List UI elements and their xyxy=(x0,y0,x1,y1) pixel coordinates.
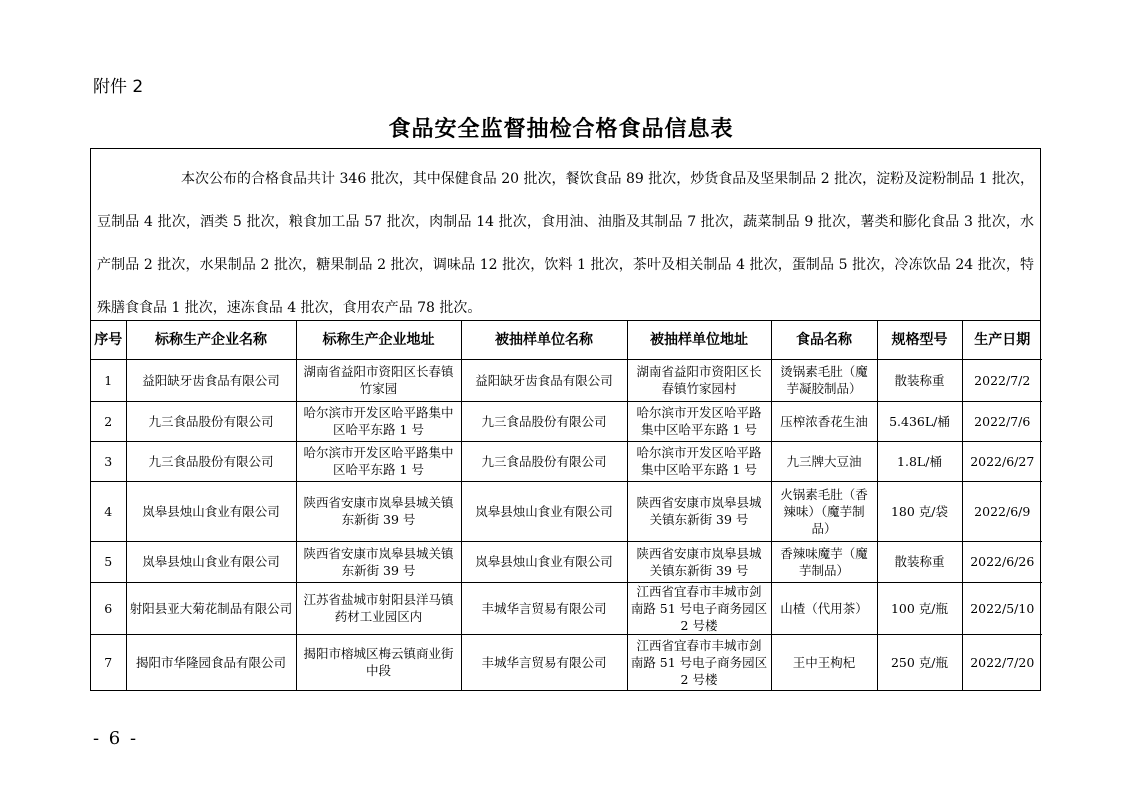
cell-production-date: 2022/7/2 xyxy=(962,359,1042,401)
summary-paragraph: 本次公布的合格食品共计 346 批次，其中保健食品 20 批次，餐饮食品 89 批次，炒货食品及坚果制品 2 批次，淀粉及淀粉制品 1 批次，豆制品 4 批次，酒类 5 批次，粮食加工品 57 批次，肉制品 14 批次，食用油、油脂及其制品 7 批次，蔬菜制品 9 批次，薯类和膨化食品 3 批次，水产制品 2 批次，水果制品 2 批次，糖果制品 2 批次，调味品 12 批次，饮料 1 批次，茶叶及相关制品 4 批次，蛋制品 5 批次，冷冻饮品 24 批次，特殊膳食食品 1 批次，速冻食品 4 批次，食用农产品 78 批次。 xyxy=(91,149,1040,321)
cell-manufacturer-name: 益阳缺牙齿食品有限公司 xyxy=(126,359,296,401)
info-table-frame xyxy=(90,148,1041,691)
cell-sampled-unit-address: 陕西省安康市岚皋县城关镇东新街 39 号 xyxy=(627,481,771,541)
header-manufacturer-address: 标称生产企业地址 xyxy=(296,321,461,359)
cell-index: 1 xyxy=(91,359,126,401)
cell-sampled-unit-address: 江西省宜春市丰城市剑南路 51 号电子商务园区 2 号楼 xyxy=(627,582,771,634)
cell-production-date: 2022/7/20 xyxy=(962,634,1042,690)
cell-manufacturer-name: 射阳县亚大菊花制品有限公司 xyxy=(126,582,296,634)
cell-production-date: 2022/6/26 xyxy=(962,541,1042,582)
cell-sampled-unit-name: 益阳缺牙齿食品有限公司 xyxy=(461,359,627,401)
cell-food-name: 压榨浓香花生油 xyxy=(771,401,877,441)
cell-sampled-unit-name: 九三食品股份有限公司 xyxy=(461,401,627,441)
cell-manufacturer-address: 哈尔滨市开发区哈平路集中区哈平东路 1 号 xyxy=(296,441,461,481)
cell-specification: 250 克/瓶 xyxy=(877,634,962,690)
cell-specification: 散装称重 xyxy=(877,359,962,401)
cell-food-name: 香辣味魔芋（魔芋制品） xyxy=(771,541,877,582)
cell-food-name: 火锅素毛肚（香辣味）（魔芋制品） xyxy=(771,481,877,541)
page-number: - 6 - xyxy=(93,728,139,749)
cell-index: 2 xyxy=(91,401,126,441)
header-sampled-unit-address: 被抽样单位地址 xyxy=(627,321,771,359)
cell-sampled-unit-address: 江西省宜春市丰城市剑南路 51 号电子商务园区 2 号楼 xyxy=(627,634,771,690)
cell-index: 3 xyxy=(91,441,126,481)
cell-sampled-unit-name: 丰城华言贸易有限公司 xyxy=(461,582,627,634)
cell-production-date: 2022/6/9 xyxy=(962,481,1042,541)
cell-manufacturer-address: 揭阳市榕城区梅云镇商业街中段 xyxy=(296,634,461,690)
table-row xyxy=(91,359,1042,401)
cell-specification: 100 克/瓶 xyxy=(877,582,962,634)
header-specification: 规格型号 xyxy=(877,321,962,359)
table-row xyxy=(91,582,1042,634)
header-sampled-unit-name: 被抽样单位名称 xyxy=(461,321,627,359)
header-production-date: 生产日期 xyxy=(962,321,1042,359)
cell-food-name: 烫锅素毛肚（魔芋凝胶制品） xyxy=(771,359,877,401)
table-row xyxy=(91,441,1042,481)
cell-sampled-unit-address: 湖南省益阳市资阳区长春镇竹家园村 xyxy=(627,359,771,401)
attachment-label: 附件 2 xyxy=(93,77,144,97)
cell-manufacturer-name: 岚皋县烛山食业有限公司 xyxy=(126,481,296,541)
cell-manufacturer-address: 江苏省盐城市射阳县洋马镇药材工业园区内 xyxy=(296,582,461,634)
cell-manufacturer-name: 揭阳市华隆园食品有限公司 xyxy=(126,634,296,690)
cell-production-date: 2022/6/27 xyxy=(962,441,1042,481)
table-row xyxy=(91,634,1042,690)
cell-sampled-unit-address: 哈尔滨市开发区哈平路集中区哈平东路 1 号 xyxy=(627,441,771,481)
cell-manufacturer-name: 九三食品股份有限公司 xyxy=(126,401,296,441)
cell-sampled-unit-name: 丰城华言贸易有限公司 xyxy=(461,634,627,690)
table-row xyxy=(91,541,1042,582)
cell-sampled-unit-name: 九三食品股份有限公司 xyxy=(461,441,627,481)
cell-manufacturer-address: 陕西省安康市岚皋县城关镇东新街 39 号 xyxy=(296,481,461,541)
cell-production-date: 2022/5/10 xyxy=(962,582,1042,634)
cell-manufacturer-name: 岚皋县烛山食业有限公司 xyxy=(126,541,296,582)
table-row xyxy=(91,401,1042,441)
table-row xyxy=(91,481,1042,541)
page-title: 食品安全监督抽检合格食品信息表 xyxy=(388,117,734,142)
header-index: 序号 xyxy=(91,321,126,359)
cell-index: 7 xyxy=(91,634,126,690)
cell-manufacturer-address: 哈尔滨市开发区哈平路集中区哈平东路 1 号 xyxy=(296,401,461,441)
cell-manufacturer-address: 陕西省安康市岚皋县城关镇东新街 39 号 xyxy=(296,541,461,582)
cell-sampled-unit-name: 岚皋县烛山食业有限公司 xyxy=(461,481,627,541)
cell-sampled-unit-address: 哈尔滨市开发区哈平路集中区哈平东路 1 号 xyxy=(627,401,771,441)
cell-production-date: 2022/7/6 xyxy=(962,401,1042,441)
header-manufacturer-name: 标称生产企业名称 xyxy=(126,321,296,359)
cell-food-name: 山楂（代用茶） xyxy=(771,582,877,634)
cell-food-name: 九三牌大豆油 xyxy=(771,441,877,481)
cell-manufacturer-name: 九三食品股份有限公司 xyxy=(126,441,296,481)
cell-index: 4 xyxy=(91,481,126,541)
cell-index: 6 xyxy=(91,582,126,634)
qualified-food-table xyxy=(91,321,1042,690)
cell-specification: 5.436L/桶 xyxy=(877,401,962,441)
cell-index: 5 xyxy=(91,541,126,582)
cell-sampled-unit-address: 陕西省安康市岚皋县城关镇东新街 39 号 xyxy=(627,541,771,582)
cell-manufacturer-address: 湖南省益阳市资阳区长春镇竹家园 xyxy=(296,359,461,401)
cell-specification: 180 克/袋 xyxy=(877,481,962,541)
cell-food-name: 王中王枸杞 xyxy=(771,634,877,690)
header-food-name: 食品名称 xyxy=(771,321,877,359)
cell-specification: 1.8L/桶 xyxy=(877,441,962,481)
cell-specification: 散装称重 xyxy=(877,541,962,582)
cell-sampled-unit-name: 岚皋县烛山食业有限公司 xyxy=(461,541,627,582)
